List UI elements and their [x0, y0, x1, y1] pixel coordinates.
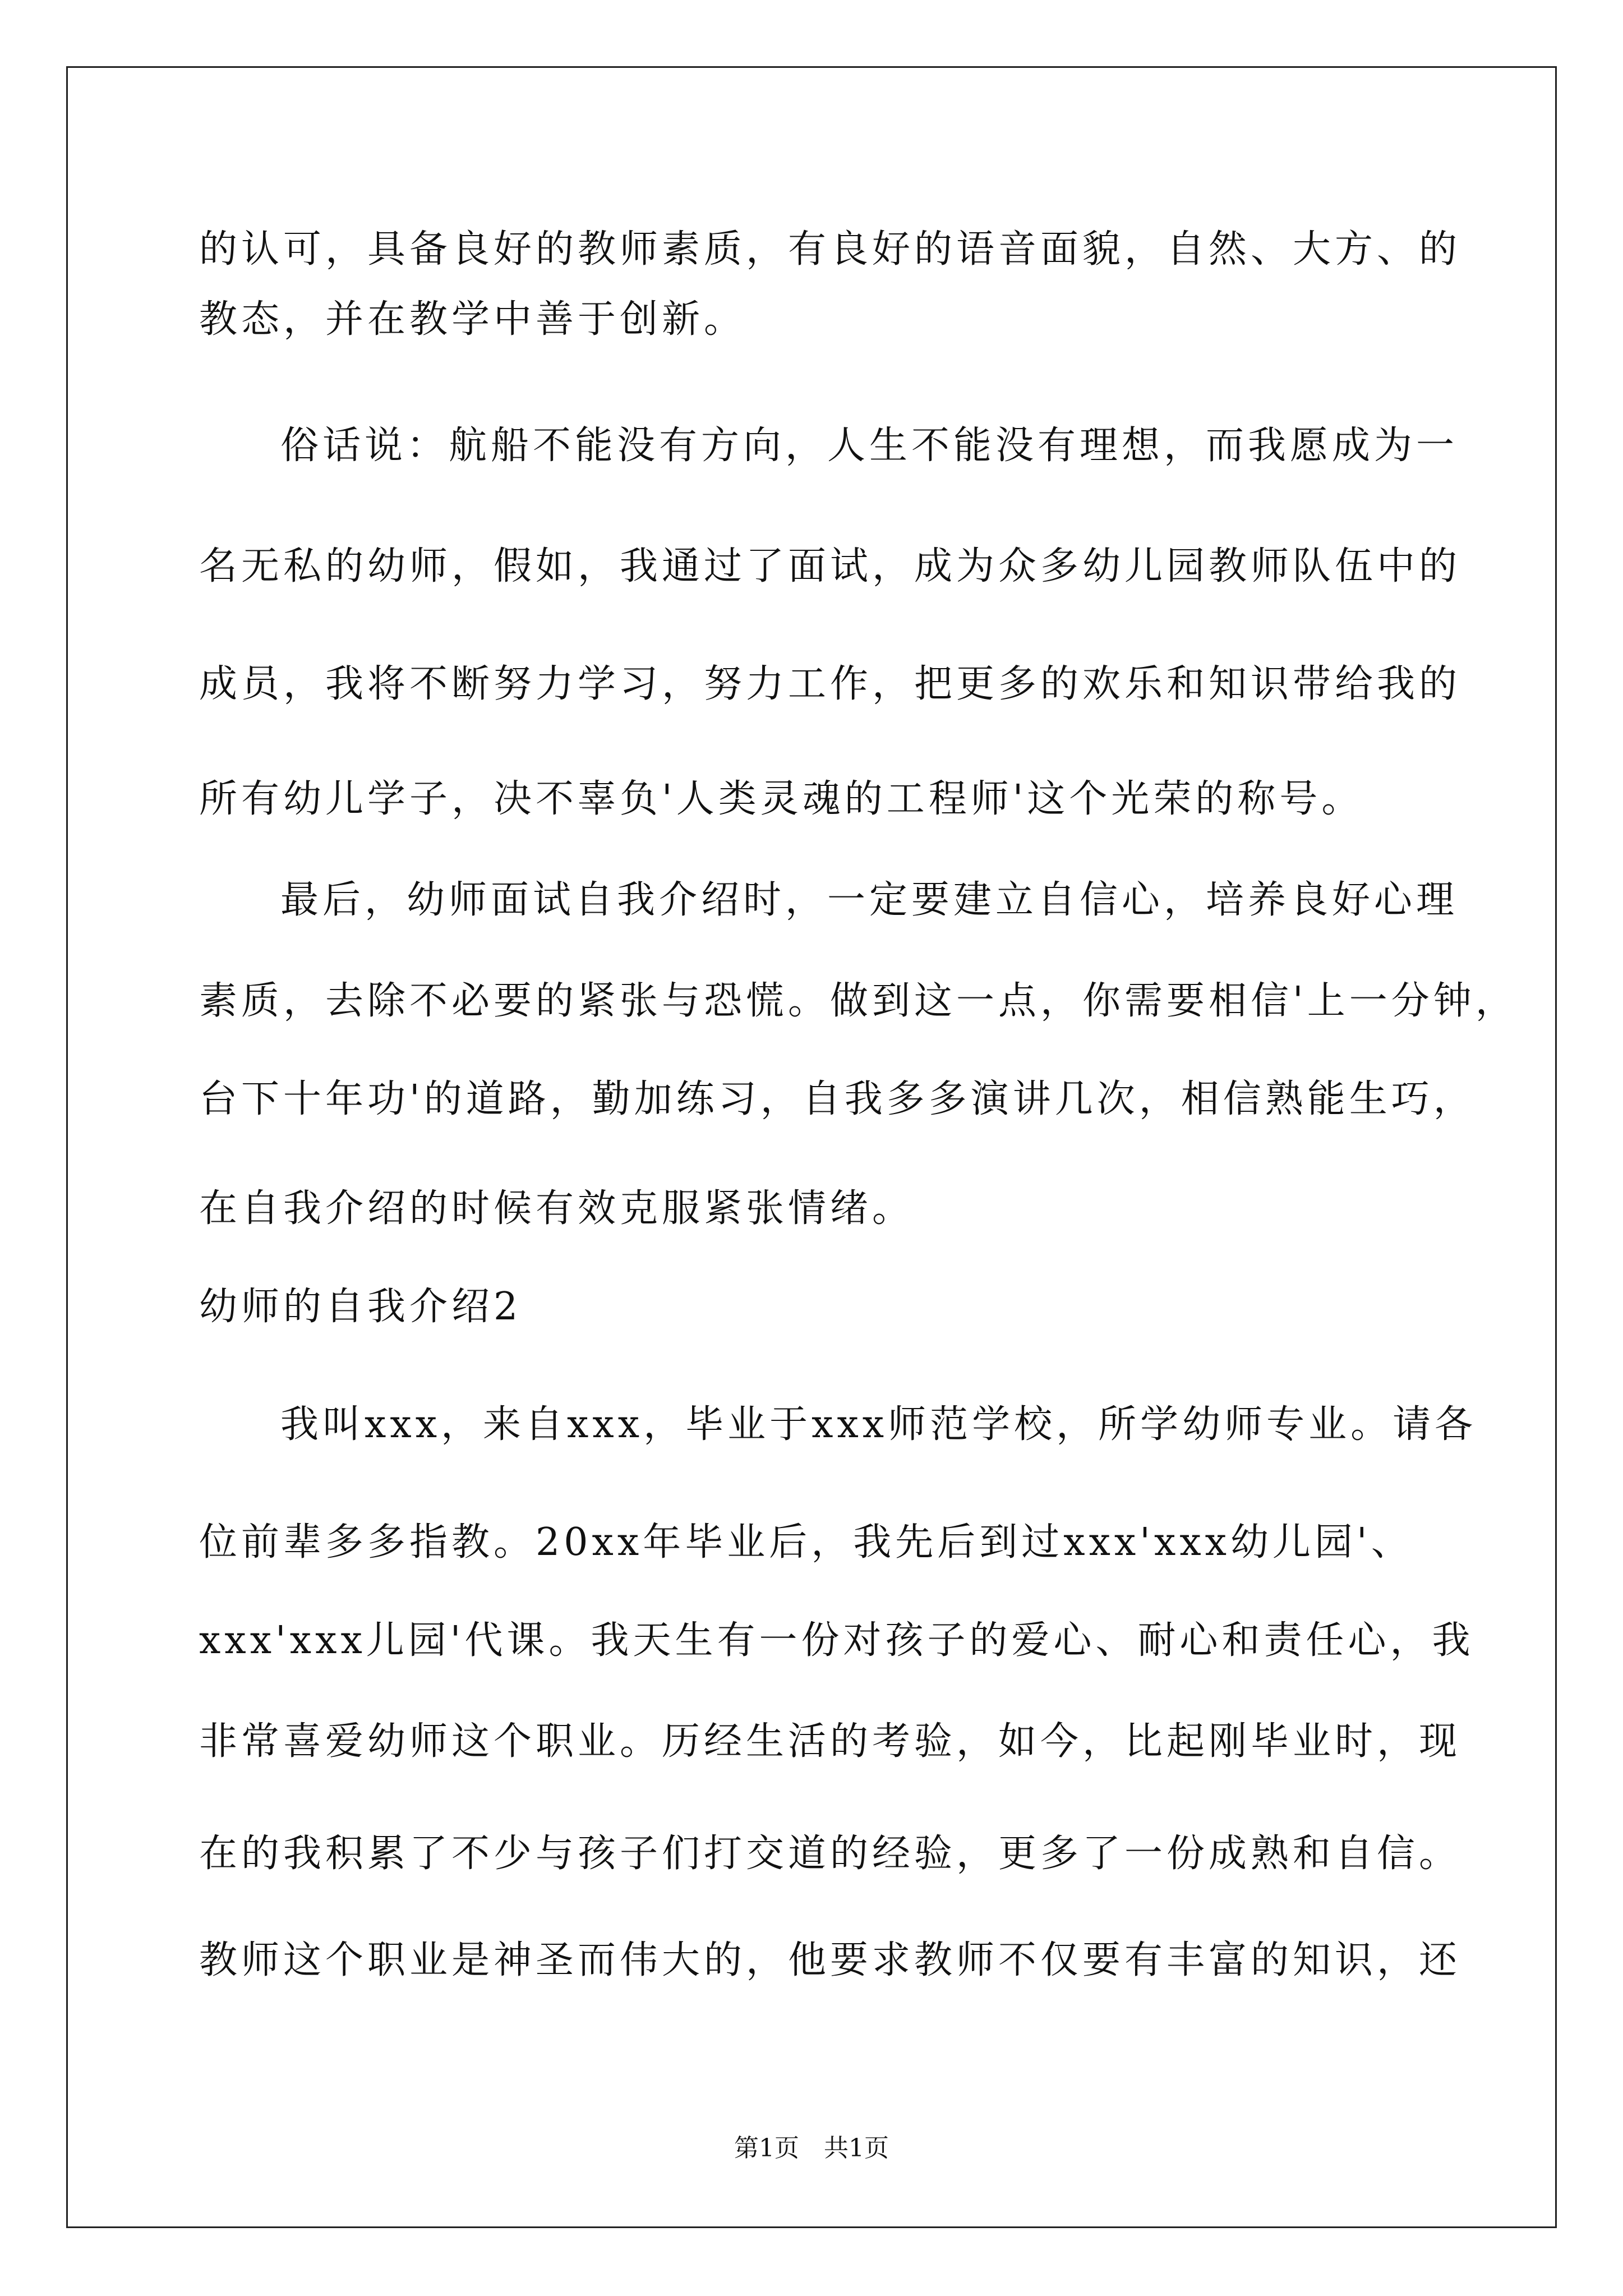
- paragraph-first-line: 我叫xxx，来自xxx，毕业于xxx师范学校，所学幼师专业。请各: [280, 1402, 1477, 1447]
- section-heading: 幼师的自我介绍2: [199, 1285, 522, 1329]
- paragraph-first-line: 最后，幼师面试自我介绍时，一定要建立自信心，培养良好心理: [280, 878, 1459, 922]
- text-line: 位前辈多多指教。20xx年毕业后，我先后到过xxx'xxx幼儿园'、: [199, 1520, 1413, 1565]
- text-line: xxx'xxx儿园'代课。我天生有一份对孩子的爱心、耐心和责任心，我: [199, 1618, 1474, 1663]
- text-line: 名无私的幼师，假如，我通过了面试，成为众多幼儿园教师队伍中的: [199, 544, 1461, 588]
- text-line: 在的我积累了不少与孩子们打交道的经验，更多了一份成熟和自信。: [199, 1832, 1461, 1876]
- text-line: 在自我介绍的时候有效克服紧张情绪。: [199, 1186, 915, 1231]
- text-line: 非常喜爱幼师这个职业。历经生活的考验，如今，比起刚毕业时，现: [199, 1719, 1461, 1764]
- paragraph-first-line: 俗话说：航船不能没有方向，人生不能没有理想，而我愿成为一: [280, 424, 1459, 468]
- text-line: 教态，并在教学中善于创新。: [199, 297, 746, 342]
- text-line: 的认可，具备良好的教师素质，有良好的语音面貌，自然、大方、的: [199, 227, 1461, 272]
- text-line: 台下十年功'的道路，勤加练习，自我多多演讲几次，相信熟能生巧，: [199, 1077, 1476, 1121]
- text-line: 成员，我将不断努力学习，努力工作，把更多的欢乐和知识带给我的: [199, 662, 1461, 706]
- page-border: [66, 66, 1557, 2228]
- text-line: 所有幼儿学子，决不辜负'人类灵魂的工程师'这个光荣的称号。: [199, 777, 1364, 821]
- page-footer: 第1页 共1页: [734, 2134, 889, 2162]
- text-line: 素质，去除不必要的紧张与恐慌。做到这一点，你需要相信'上一分钟，: [199, 979, 1518, 1023]
- text-line: 教师这个职业是神圣而伟大的，他要求教师不仅要有丰富的知识，还: [199, 1938, 1461, 1982]
